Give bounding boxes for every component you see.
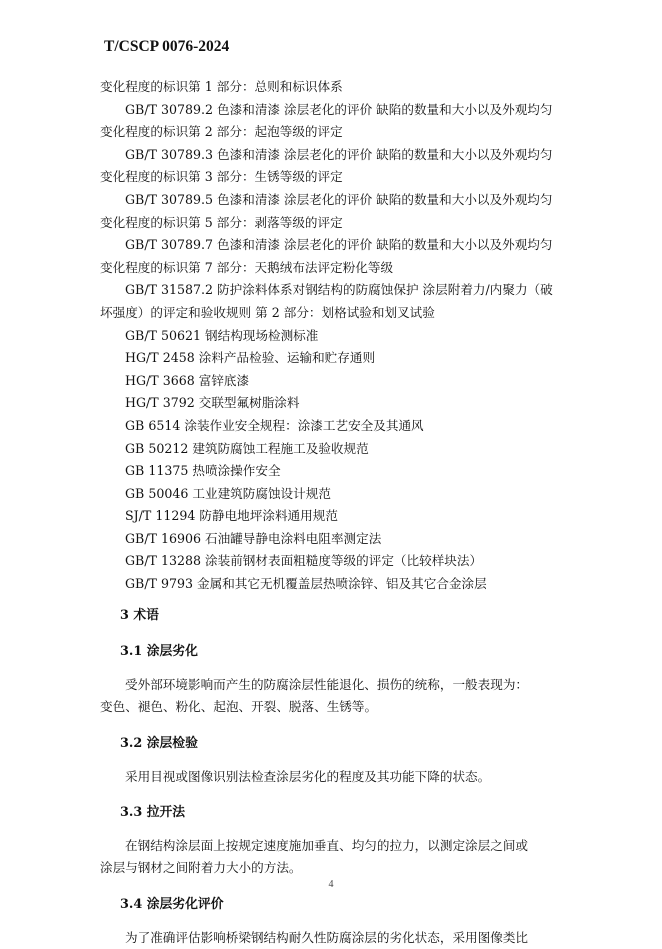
term-title: 3.1 涂层劣化 <box>120 644 198 660</box>
reference-item <box>100 234 570 279</box>
reference-text: GB/T 16906 石油罐导静电涂料电阻率测定法 <box>125 530 382 546</box>
reference-text: HG/T 3668 富锌底漆 <box>125 372 250 388</box>
definition-line: 变色、褪色、粉化、起泡、开裂、脱落、生锈等。 <box>100 699 378 715</box>
definition-line: 采用目视或图像识别法检查涂层劣化的程度及其功能下降的状态。 <box>125 768 491 784</box>
reference-item <box>100 76 570 99</box>
definition-line: 涂层与钢材之间附着力大小的方法。 <box>100 860 302 876</box>
term-title: 3.4 涂层劣化评价 <box>120 897 224 912</box>
reference-item <box>100 550 570 573</box>
term-definition <box>100 835 570 880</box>
reference-text: GB/T 30789.2 色漆和清漆 涂层老化的评价 缺陷的数量和大小以及外观均匀 <box>125 101 553 117</box>
reference-continuation: 变化程度的标识第 3 部分：生锈等级的评定 <box>100 169 343 185</box>
reference-text: GB/T 30789.3 色漆和清漆 涂层老化的评价 缺陷的数量和大小以及外观均匀 <box>125 146 553 162</box>
reference-text: GB/T 50621 钢结构现场检测标准 <box>125 327 319 343</box>
reference-item <box>100 573 570 596</box>
reference-text: GB/T 30789.7 色漆和清漆 涂层老化的评价 缺陷的数量和大小以及外观均匀 <box>125 237 553 253</box>
reference-text: GB/T 13288 涂装前钢材表面粗糙度等级的评定（比较样块法） <box>125 553 483 569</box>
reference-text: SJ/T 11294 防静电地坪涂料通用规范 <box>125 508 338 524</box>
reference-text: HG/T 3792 交联型氟树脂涂料 <box>125 395 300 411</box>
reference-continuation: 变化程度的标识第 5 部分：剥落等级的评定 <box>100 214 343 230</box>
reference-text: GB 50046 工业建筑防腐蚀设计规范 <box>125 485 331 501</box>
reference-item <box>100 505 570 528</box>
reference-text: GB 11375 热喷涂操作安全 <box>125 463 281 479</box>
reference-item <box>100 370 570 393</box>
definition-line: 受外部环境影响而产生的防腐涂层性能退化、损伤的统称，一般表现为： <box>125 676 528 692</box>
reference-item <box>100 347 570 370</box>
reference-text: GB/T 9793 金属和其它无机覆盖层热喷涂锌、铝及其它合金涂层 <box>125 576 487 592</box>
reference-text: GB 50212 建筑防腐蚀工程施工及验收规范 <box>125 440 369 456</box>
reference-item <box>100 415 570 438</box>
reference-item <box>100 189 570 234</box>
reference-item <box>100 528 570 551</box>
definition-line: 在钢结构涂层面上按规定速度施加垂直、均匀的拉力，以测定涂层之间或 <box>125 837 528 853</box>
term-definition <box>100 927 570 949</box>
reference-item <box>100 460 570 483</box>
document-code: T/CSCP 0076-2024 <box>104 38 230 55</box>
reference-item <box>100 144 570 189</box>
term-definition <box>100 674 570 719</box>
reference-continuation: 变化程度的标识第 1 部分：总则和标识体系 <box>100 79 343 94</box>
reference-item <box>100 483 570 506</box>
definition-line: 为了准确评估影响桥梁钢结构耐久性防腐涂层的劣化状态，采用图像类比 <box>125 929 528 945</box>
reference-text: GB/T 30789.5 色漆和清漆 涂层老化的评价 缺陷的数量和大小以及外观均匀 <box>125 191 553 207</box>
reference-text: GB 6514 涂装作业安全规程：涂漆工艺安全及其通风 <box>125 417 424 433</box>
normative-references-list <box>100 76 570 596</box>
reference-continuation: 变化程度的标识第 7 部分：天鹅绒布法评定粉化等级 <box>100 259 394 275</box>
page-number: 4 <box>328 879 334 890</box>
reference-item <box>100 279 570 324</box>
term-title: 3.2 涂层检验 <box>120 736 198 752</box>
reference-text: GB/T 31587.2 防护涂料体系对钢结构的防腐蚀保护 涂层附着力/内聚力（破 <box>125 282 553 298</box>
term-definition <box>100 766 570 789</box>
term-title: 3.3 拉开法 <box>120 805 186 821</box>
reference-item <box>100 392 570 415</box>
section-heading-terms: 3 术语 <box>120 607 159 623</box>
reference-continuation: 坏强度）的评定和验收规则 第 2 部分：划格试验和划叉试验 <box>100 304 435 320</box>
reference-continuation: 变化程度的标识第 2 部分：起泡等级的评定 <box>100 124 343 140</box>
reference-item <box>100 438 570 461</box>
reference-item <box>100 325 570 348</box>
reference-text: HG/T 2458 涂料产品检验、运输和贮存通则 <box>125 350 376 366</box>
page-body <box>100 76 570 949</box>
reference-item <box>100 99 570 144</box>
